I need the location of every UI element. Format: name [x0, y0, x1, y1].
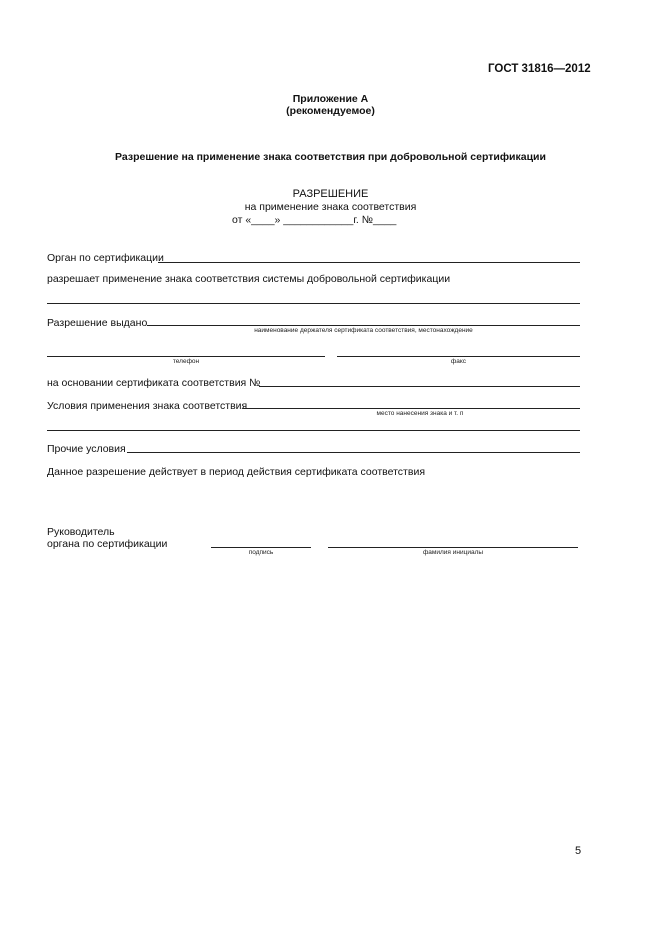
- other-label: Прочие условия: [47, 443, 126, 455]
- conditions-label: Условия применения знака соответствия: [47, 400, 248, 412]
- basis-label: на основании сертификата соответствия №: [47, 377, 261, 389]
- basis-line: [259, 386, 580, 387]
- page-number: 5: [575, 845, 582, 857]
- name-line: [328, 547, 578, 548]
- form-title: РАЗРЕШЕНИЕ: [292, 188, 369, 200]
- conditions-caption: место нанесения знака и т. п: [376, 410, 464, 417]
- issued-line: [147, 325, 580, 326]
- permits-text: разрешает применение знака соответствия системы добровольной сертификации: [47, 273, 451, 285]
- name-caption: фамилия инициалы: [422, 549, 484, 556]
- issued-caption: наименование держателя сертификата соответствия, местонахождение: [254, 327, 473, 334]
- standard-number: ГОСТ 31816—2012: [488, 63, 591, 75]
- fax-caption: факс: [450, 358, 467, 365]
- conditions-line: [243, 408, 580, 409]
- fax-line: [337, 356, 580, 357]
- section-title: Разрешение на применение знака соответствия при добровольной сертификации: [115, 151, 546, 163]
- form-subtitle: на применение знака соответствия: [244, 201, 417, 213]
- appendix-note: (рекомендуемое): [286, 105, 375, 117]
- other-line: [127, 452, 580, 453]
- phone-line: [47, 356, 325, 357]
- issued-label: Разрешение выдано: [47, 317, 148, 329]
- organ-line: [158, 262, 580, 263]
- system-line: [47, 303, 580, 304]
- organ-label: Орган по сертификации: [47, 252, 164, 264]
- head-label-1: Руководитель: [47, 526, 115, 538]
- conditions-line-2: [47, 430, 580, 431]
- signature-line: [211, 547, 311, 548]
- phone-caption: телефон: [172, 358, 200, 365]
- validity-text: Данное разрешение действует в период действия сертификата соответствия: [47, 466, 425, 478]
- head-label-2: органа по сертификации: [47, 538, 168, 550]
- signature-caption: подпись: [248, 549, 274, 556]
- form-date-line: от «____» ____________г. №____: [232, 214, 397, 226]
- appendix-title: Приложение А: [292, 93, 369, 105]
